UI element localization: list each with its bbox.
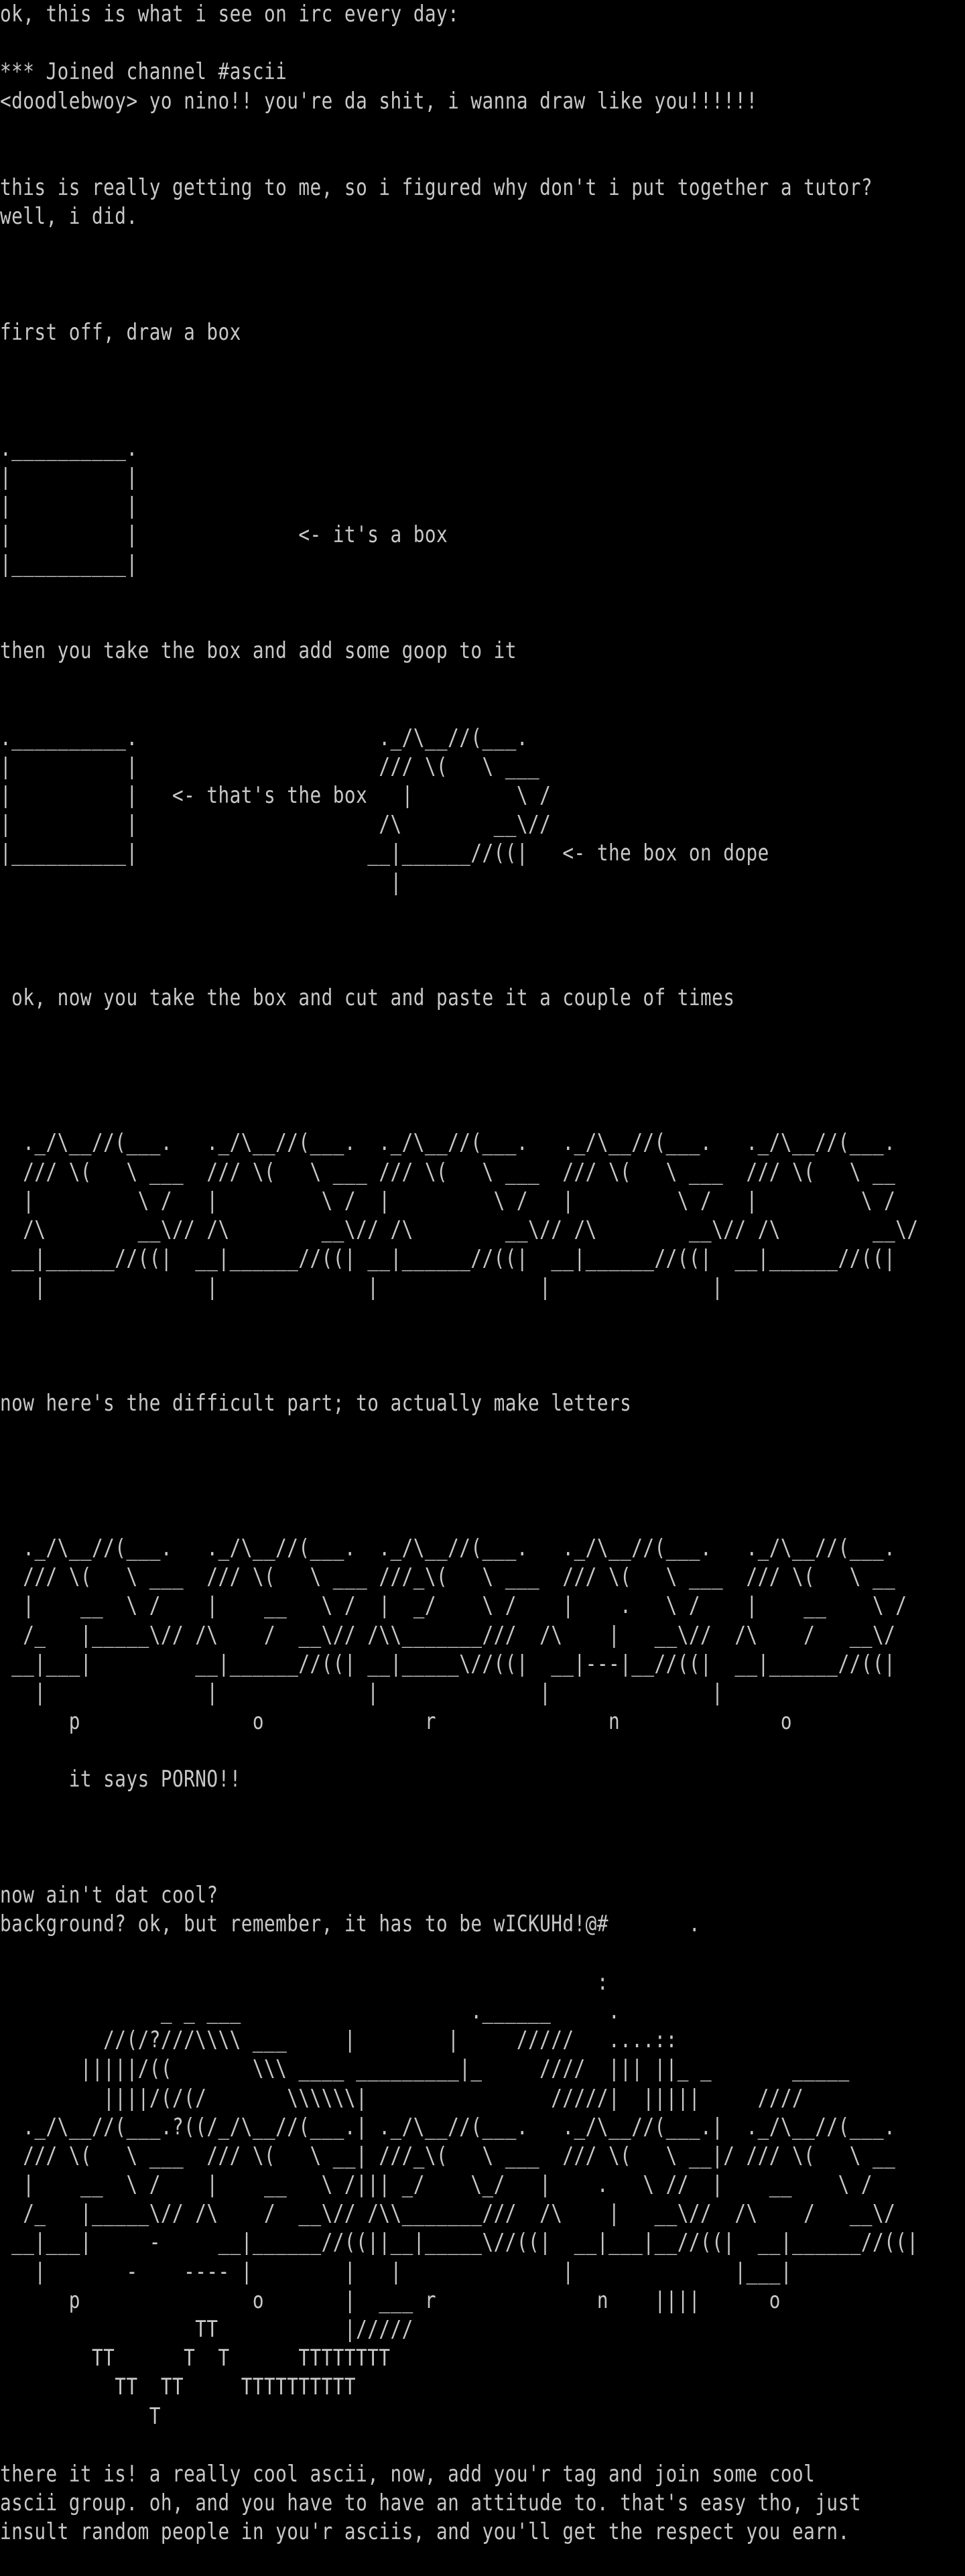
text-line: | | /// \( \ ___ <box>0 753 540 780</box>
text-line: <doodlebwoy> yo nino!! you're da shit, i wanna draw like you!!!!!! <box>0 87 758 115</box>
text-line <box>0 1071 787 1100</box>
text-line: insult random people in you'r asciis, and you'll get the respect you earn. <box>0 2518 850 2546</box>
text-line <box>0 926 787 955</box>
text-line: |__________| <box>0 550 138 578</box>
text-line: this is really getting to me, so i figured why don't i put together a tutor? <box>0 174 873 202</box>
text-line <box>0 2431 787 2460</box>
text-line: background? ok, but remember, it has to be wICKUHd!@# . <box>0 1911 700 1938</box>
text-line <box>0 347 787 376</box>
text-line <box>0 1013 787 1042</box>
text-line: it says PORNO!! <box>0 1766 241 1793</box>
text-line: first off, draw a box <box>0 319 241 346</box>
text-line <box>0 1302 787 1331</box>
text-line: : <box>0 1968 608 1996</box>
text-line: ._/\__//(___. ._/\__//(___. ._/\__//(___. ._/\__//(___. ._/\__//(___. <box>0 1129 896 1157</box>
text-line: .__________. ._/\__//(___. <box>0 724 529 751</box>
text-line: | | <- it's a box <box>0 521 448 549</box>
text-line: p o | ___ r n |||| o <box>0 2287 781 2314</box>
text-line: TT T T TTTTTTTT <box>0 2345 391 2372</box>
text-line: /_ |_____\// /\ / __\// /\\_______/// /\ | __\// /\ / __\/ <box>0 2200 896 2228</box>
text-line <box>0 1042 787 1071</box>
text-line: | | /\ __\// <box>0 811 552 838</box>
text-line: now here's the difficult part; to actually make letters <box>0 1390 632 1417</box>
text-line <box>0 116 787 145</box>
text-line <box>0 1100 787 1129</box>
text-line <box>0 1418 787 1447</box>
text-line <box>0 955 787 984</box>
text-line <box>0 1476 787 1505</box>
text-line: /\ __\// /\ __\// /\ __\// /\ __\// /\ __\/ <box>0 1216 919 1243</box>
text-line: |__________| __|______//((| <- the box on dope <box>0 840 769 867</box>
text-line <box>0 1939 787 1968</box>
text-line: ok, now you take the box and cut and paste it a couple of times <box>0 984 735 1012</box>
text-line: .__________. <box>0 434 138 462</box>
text-line: ok, this is what i see on irc every day: <box>0 1 460 27</box>
text-line: TT TT TTTTTTTTTT <box>0 2374 357 2401</box>
text-line: | - ---- | | | | |___| <box>0 2258 793 2285</box>
text-line: | | | | | <box>0 1274 724 1301</box>
text-line <box>0 1332 787 1360</box>
text-line: *** Joined channel #ascii <box>0 58 287 86</box>
text-line: /_ |_____\// /\ / __\// /\\_______/// /\ | __\// /\ / __\/ <box>0 1621 896 1649</box>
text-line: ._/\__//(___. ._/\__//(___. ._/\__//(___. ._/\__//(___. ._/\__//(___. <box>0 1534 896 1561</box>
text-line: __|___| __|______//((| __|_____\//((| __|---|__//((| __|______//((| <box>0 1650 896 1677</box>
text-line: _ _ ___ .______ . <box>0 1997 621 2024</box>
text-line <box>0 289 787 318</box>
text-line: p o r n o <box>0 1708 793 1736</box>
text-line <box>0 1823 787 1852</box>
text-line <box>0 897 787 926</box>
text-line <box>0 1852 787 1881</box>
text-line: ascii group. oh, and you have to have an attitude to. that's easy tho, just <box>0 2490 861 2517</box>
text-line <box>0 608 787 637</box>
text-line <box>0 29 787 58</box>
text-line <box>0 1360 787 1389</box>
text-line: | __ \ / | __ \ / | _/ \ / | . \ / | __ \ / <box>0 1592 907 1620</box>
text-line: /// \( \ ___ /// \( \ ___ /// \( \ ___ /// \( \ ___ /// \( \ __ <box>0 1158 896 1185</box>
text-line: | __ \ / | __ \ /||| _/ \_/ | . \ // | __ \ / <box>0 2171 873 2199</box>
text-line: /// \( \ ___ /// \( \ __| ///_\( \ ___ /// \( \ __|/ /// \( \ __ <box>0 2142 896 2169</box>
text-line: __|___| - __|______//((||__|_____\//((| __|___|__//((| __|______//((| <box>0 2229 919 2256</box>
text-line <box>0 261 787 289</box>
text-line: well, i did. <box>0 203 138 231</box>
text-line <box>0 1795 787 1823</box>
text-line: /// \( \ ___ /// \( \ ___ ///_\( \ ___ /// \( \ ___ /// \( \ __ <box>0 1563 896 1591</box>
text-line <box>0 579 787 608</box>
text-line <box>0 232 787 261</box>
text-line <box>0 376 787 405</box>
text-line: | | <- that's the box | \ / <box>0 782 552 810</box>
text-line: | | <box>0 464 138 491</box>
text-line: ||||/(/(/ \\\\\\| /////| ||||| //// <box>0 2084 804 2112</box>
text-line: |||||/(( \\\ ____ _________|_ //// ||| ||_ _ _____ <box>0 2055 850 2083</box>
text-line: TT |///// <box>0 2316 413 2343</box>
text-line: | | <box>0 493 138 520</box>
text-line: | \ / | \ / | \ / | \ / | \ / <box>0 1187 896 1214</box>
text-line: __|______//((| __|______//((| __|______//((| __|______//((| __|______//((| <box>0 1245 896 1273</box>
text-line: there it is! a really cool ascii, now, add you'r tag and join some cool <box>0 2460 816 2488</box>
text-line: //(/?///\\\\ ___ | | ///// ....:: <box>0 2026 678 2054</box>
text-line: now ain't dat cool? <box>0 1882 218 1909</box>
text-line <box>0 1505 787 1534</box>
text-line <box>0 405 787 434</box>
text-line: | <box>0 868 402 896</box>
text-line <box>0 665 787 694</box>
text-line <box>0 1447 787 1476</box>
text-line: | | | | | <box>0 1679 724 1706</box>
text-line <box>0 145 787 174</box>
text-line: then you take the box and add some goop to it <box>0 637 517 665</box>
text-line <box>0 1736 787 1765</box>
text-line <box>0 695 787 724</box>
text-line: ._/\__//(___.?((/_/\__//(___.| ._/\__//(___. ._/\__//(___.| ._/\__//(___. <box>0 2113 896 2140</box>
text-line: T <box>0 2402 161 2430</box>
